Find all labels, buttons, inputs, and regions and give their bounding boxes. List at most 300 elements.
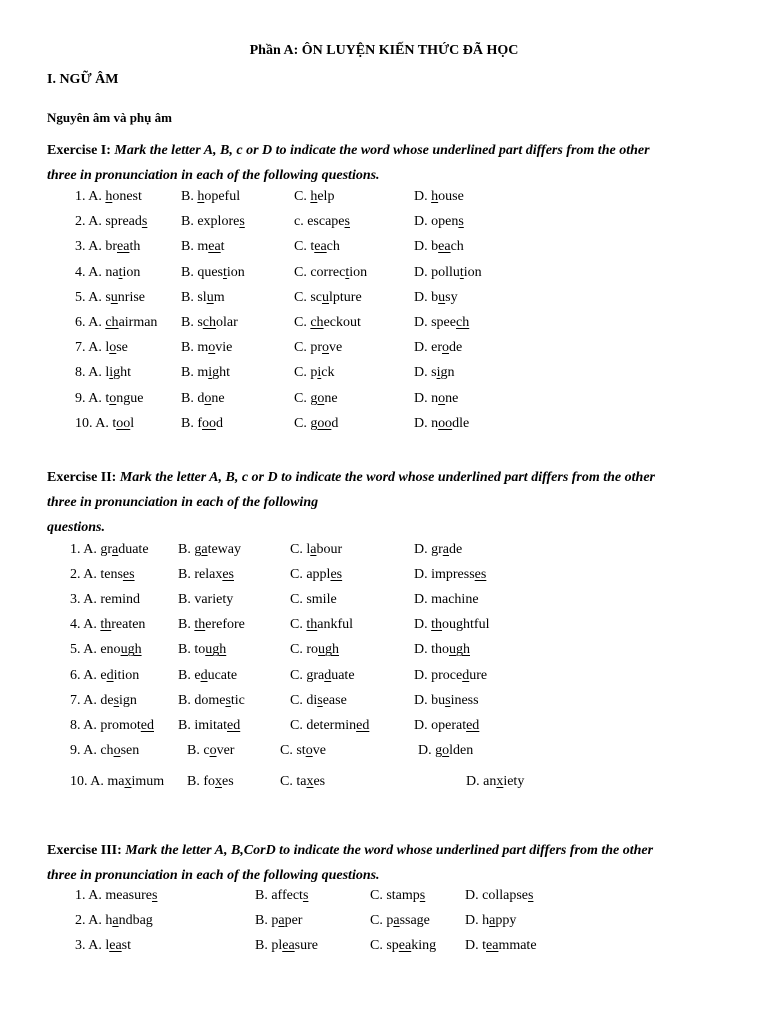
option-text: onest <box>112 189 142 204</box>
underlined-part: ch <box>456 315 470 330</box>
exercise-2-q10-option-c <box>280 774 325 790</box>
exercise-3-instructions <box>47 838 653 888</box>
option-text: iety <box>503 774 525 789</box>
option-text: teway <box>207 542 241 557</box>
underlined-part: o <box>109 340 117 356</box>
option-text: oughtful <box>442 617 490 633</box>
underlined-part: u <box>438 289 446 305</box>
exercise-2-q3-option-c <box>290 592 337 608</box>
option-text: ngue <box>116 390 144 406</box>
exercise-1-q10-option-b <box>181 416 223 432</box>
option-text: B. affect <box>255 888 303 903</box>
underlined-part: a <box>278 913 285 928</box>
exercise-3-q2-option-b <box>255 913 302 929</box>
exercise-2-q1-option-d <box>414 542 462 558</box>
option-text: C. correc <box>294 264 346 280</box>
instruction-line <box>47 138 650 163</box>
underlined-part: i <box>317 365 322 381</box>
option-text: C. ro <box>290 642 318 658</box>
exercise-1-q6-option-c <box>294 315 361 331</box>
option-text: d <box>216 415 223 431</box>
exercise-2-q1-option-b <box>178 542 241 558</box>
option-text: st <box>121 938 132 953</box>
exercise-1-q2-option-c <box>294 214 350 230</box>
exercise-1-q3-option-b <box>181 239 225 255</box>
exercise-1-q7-option-b <box>181 340 232 356</box>
underlined-part: i <box>436 365 441 381</box>
option-text: 8. A. promot <box>70 717 141 733</box>
option-text: C. g <box>294 390 318 406</box>
exercise-3-q2-option-c <box>370 913 430 929</box>
underlined-part: t <box>345 264 350 280</box>
exercise-2-q9-option-a <box>70 743 139 759</box>
option-text: elp <box>317 189 335 204</box>
section-heading: I. NGỮ ÂM <box>47 72 119 87</box>
exercise-2-q9-option-c <box>280 743 326 759</box>
option-text: C. stamp <box>370 888 420 903</box>
underlined-part: th <box>306 617 318 633</box>
instruction-line <box>47 838 653 863</box>
exercise-2-q2-option-c <box>290 567 342 583</box>
option-text: D. b <box>414 239 439 255</box>
option-text: C. l <box>290 542 311 557</box>
exercise-1-q9-option-d <box>414 391 458 407</box>
exercise-2-q4-option-a <box>70 617 145 633</box>
option-text: es <box>222 774 234 789</box>
option-text: B. e <box>178 667 201 683</box>
underlined-part: o <box>442 742 450 758</box>
option-text: 1. A. <box>75 189 106 204</box>
underlined-part: es <box>222 567 234 583</box>
option-text: D. b <box>414 289 439 305</box>
underlined-part: s <box>527 888 534 903</box>
underlined-part: oo <box>116 415 131 431</box>
exercise-2-q8-option-d <box>414 718 479 734</box>
option-text: imum <box>131 774 165 789</box>
option-text: gn <box>440 365 455 381</box>
exercise-2-q3-option-d <box>414 592 479 608</box>
option-text: C. sp <box>370 938 399 953</box>
exercise-2-q8-option-a <box>70 718 154 734</box>
option-text: ouse <box>438 189 464 204</box>
option-text: B. f <box>181 415 202 431</box>
option-text: C. g <box>294 415 318 431</box>
option-text: ssage <box>399 913 430 928</box>
exercise-1-q4-option-b <box>181 265 245 281</box>
option-text: B. m <box>181 365 209 381</box>
option-text: D. <box>414 189 432 204</box>
option-text: D. t <box>465 938 486 953</box>
option-text: C. <box>294 315 311 330</box>
option-text: 4. A. na <box>75 264 119 280</box>
option-text: de <box>449 542 463 557</box>
option-text: 9. A. t <box>75 390 110 406</box>
exercise-3-q3-option-b <box>255 938 318 954</box>
instruction-line <box>47 490 655 515</box>
option-text: th <box>129 239 141 255</box>
underlined-part: ch <box>310 315 324 330</box>
option-text: ion <box>349 264 368 280</box>
underlined-part: es <box>474 567 487 583</box>
option-text: ion <box>226 264 245 280</box>
option-text: de <box>449 340 463 356</box>
exercise-1-q4-option-a <box>75 265 140 281</box>
underlined-part: a <box>310 542 317 557</box>
underlined-part: ugh <box>318 642 339 658</box>
exercise-1-q3-option-c <box>294 239 340 255</box>
option-text: mmate <box>498 938 537 953</box>
option-text: C. st <box>280 742 306 758</box>
option-text: 10. A. t <box>75 415 117 431</box>
underlined-part: o <box>322 340 329 356</box>
option-text: B. fo <box>187 774 215 789</box>
instruction-line <box>47 515 655 540</box>
option-text: tic <box>230 692 245 708</box>
option-text: ndbag <box>118 913 153 928</box>
underlined-part: ea <box>109 938 122 953</box>
option-text: D. spee <box>414 315 456 330</box>
option-text: ppy <box>495 913 517 928</box>
underlined-part: s <box>317 692 323 708</box>
option-text: 6. A. <box>75 315 106 330</box>
underlined-part: ea <box>208 239 221 255</box>
underlined-part: s <box>419 888 426 903</box>
option-text: sure <box>294 938 318 953</box>
option-text: C. smile <box>290 592 337 608</box>
exercise-1-q8-option-a <box>75 365 131 381</box>
exercise-1-q1-option-c <box>294 189 334 205</box>
exercise-1-q9-option-b <box>181 391 225 407</box>
exercise-2-q8-option-c <box>290 718 369 734</box>
underlined-part: d <box>106 667 114 683</box>
option-text: 5. A. s <box>75 289 111 305</box>
option-text: 3. A. l <box>75 938 110 953</box>
subsection-heading: Nguyên âm và phụ âm <box>47 110 172 125</box>
underlined-part: a <box>489 913 496 928</box>
underlined-part: s <box>151 888 158 903</box>
option-text: airman <box>118 315 158 330</box>
instruction-text: Mark the letter A, B, c or D to indicate the word whose underlined part differs from the other <box>119 470 655 485</box>
option-text: t <box>220 239 225 255</box>
option-text: 4. A. <box>70 617 101 633</box>
underlined-part: h <box>105 189 113 204</box>
exercise-1-q5-option-b <box>181 290 225 306</box>
option-text: 1. A. measure <box>75 888 152 903</box>
exercise-1-q8-option-b <box>181 365 230 381</box>
exercise-3-q3-option-c <box>370 938 436 954</box>
exercise-1-q10-option-a <box>75 416 134 432</box>
option-text: B. to <box>178 642 206 658</box>
option-text: ion <box>463 264 482 280</box>
option-text: D. machine <box>414 592 479 608</box>
option-text: D. collapse <box>465 888 528 903</box>
option-text: C. p <box>370 913 394 928</box>
option-text: ne <box>211 390 225 406</box>
underlined-part: d <box>200 667 208 683</box>
exercise-3-q3-option-d <box>465 938 537 954</box>
option-text: bour <box>316 542 343 557</box>
exercise-2-q5-option-b <box>178 642 226 658</box>
option-text: C. appl <box>290 567 331 583</box>
underlined-part: o <box>113 742 121 758</box>
underlined-part: u <box>322 289 329 305</box>
option-text: 5. A. eno <box>70 642 121 658</box>
underlined-part: ugh <box>120 642 142 658</box>
underlined-part: u <box>206 289 214 305</box>
underlined-part: a <box>201 542 208 557</box>
underlined-part: o <box>317 390 325 406</box>
option-text: ure <box>469 667 488 683</box>
exercise-label: Exercise II: <box>47 470 120 485</box>
option-text: vie <box>215 340 233 356</box>
option-text: 8. A. l <box>75 365 110 381</box>
underlined-part: ea <box>117 239 130 255</box>
exercise-2-q9-option-b <box>187 743 234 759</box>
exercise-2-q4-option-b <box>178 617 245 633</box>
underlined-part: ed <box>140 717 154 733</box>
option-text: 7. A. l <box>75 340 110 356</box>
exercise-3-q1-option-a <box>75 888 157 904</box>
instruction-text: three in pronunciation in each of the following questions. <box>47 868 380 883</box>
option-text: D. pollu <box>414 264 460 280</box>
exercise-1-q7-option-c <box>294 340 342 356</box>
underlined-part: o <box>208 340 216 356</box>
exercise-3-q2-option-d <box>465 913 516 929</box>
option-text: D. n <box>414 415 439 431</box>
option-text: D. gr <box>414 542 443 557</box>
underlined-part: ed <box>227 717 241 733</box>
exercise-1-q4-option-d <box>414 265 482 281</box>
option-text: ght <box>113 365 132 381</box>
option-text: C. pr <box>294 340 322 356</box>
option-text: B. explore <box>181 214 240 230</box>
exercise-2-q9-option-d <box>418 743 473 759</box>
option-text: erefore <box>205 617 245 633</box>
underlined-part: ea <box>282 938 295 953</box>
option-text: 10. A. ma <box>70 774 125 789</box>
option-text: B. imitat <box>178 717 227 733</box>
option-text: ght <box>212 365 231 381</box>
underlined-part: s <box>239 214 245 230</box>
option-text: ease <box>322 692 347 708</box>
underlined-part: a <box>393 913 400 928</box>
underlined-part: ea <box>398 938 412 953</box>
underlined-part: a <box>112 542 119 557</box>
option-text: D. h <box>465 913 490 928</box>
underlined-part: ch <box>105 315 119 330</box>
underlined-part: o <box>438 390 446 406</box>
exercise-2-q5-option-d <box>414 642 470 658</box>
option-text: D. tho <box>414 642 449 658</box>
exercise-3-q3-option-a <box>75 938 131 954</box>
option-text: D. proce <box>414 667 463 683</box>
option-text: B. d <box>181 390 205 406</box>
underlined-part: ch <box>202 315 217 330</box>
underlined-part: ugh <box>449 642 470 658</box>
exercise-2-q6-option-c <box>290 668 355 684</box>
exercise-1-q10-option-d <box>414 416 469 432</box>
option-text: D. operat <box>414 717 467 733</box>
underlined-part: i <box>109 365 114 381</box>
exercise-2-q6-option-a <box>70 668 139 684</box>
underlined-part: o <box>305 742 313 758</box>
option-text: B. p <box>255 913 279 928</box>
exercise-2-q2-option-a <box>70 567 135 583</box>
option-text: D. n <box>414 390 439 406</box>
option-text: ucate <box>207 667 238 683</box>
option-text: reaten <box>111 617 146 633</box>
underlined-part: d <box>462 667 470 683</box>
option-text: D. bu <box>414 692 446 708</box>
option-text: ne <box>445 390 459 406</box>
option-text: iness <box>450 692 479 708</box>
exercise-2-q7-option-b <box>178 693 245 709</box>
underlined-part: ugh <box>205 642 227 658</box>
option-text: B. s <box>181 315 203 330</box>
option-text: C. <box>294 189 311 204</box>
exercise-1-q1-option-b <box>181 189 240 205</box>
underlined-part: i <box>208 365 213 381</box>
option-text: 7. A. de <box>70 692 114 708</box>
option-text: B. variety <box>178 592 234 608</box>
page-title: Phần A: ÔN LUYỆN KIẾN THỨC ĐÃ HỌC <box>249 43 519 58</box>
underlined-part: es <box>330 567 343 583</box>
underlined-part: ed <box>356 717 370 733</box>
underlined-part: s <box>302 888 309 903</box>
option-text: C. t <box>294 239 315 255</box>
option-text: D. an <box>466 774 497 789</box>
option-text: B. m <box>181 239 209 255</box>
exercise-2-q2-option-b <box>178 567 234 583</box>
instruction-text: Mark the letter A, B, c or D to indicate the word whose underlined part differs from the other <box>114 143 650 158</box>
exercise-1-q7-option-a <box>75 340 128 356</box>
exercise-1-q6-option-d <box>414 315 469 331</box>
exercise-2-q5-option-a <box>70 642 142 658</box>
underlined-part: d <box>324 667 332 683</box>
exercise-2-q6-option-d <box>414 668 487 684</box>
option-text: l <box>130 415 135 431</box>
exercise-1-q8-option-c <box>294 365 334 381</box>
option-text: king <box>411 938 437 953</box>
exercise-2-q6-option-b <box>178 668 237 684</box>
exercise-2-q4-option-d <box>414 617 489 633</box>
instruction-line <box>47 163 650 188</box>
option-text: 9. A. ch <box>70 742 114 758</box>
option-text: B. m <box>181 340 209 356</box>
exercise-3-q1-option-d <box>465 888 533 904</box>
exercise-1-q8-option-d <box>414 365 454 381</box>
underlined-part: th <box>431 617 443 633</box>
option-text: B. pl <box>255 938 283 953</box>
exercise-1-q2-option-a <box>75 214 147 230</box>
option-text: C. p <box>294 365 318 381</box>
exercise-2-q3-option-b <box>178 592 233 608</box>
option-text: B. dome <box>178 692 226 708</box>
option-text: ign <box>119 692 137 708</box>
underlined-part: t <box>223 264 227 280</box>
underlined-part: oo <box>438 415 453 431</box>
option-text: lpture <box>329 289 362 305</box>
underlined-part: a <box>442 542 449 557</box>
option-text: B. ques <box>181 264 223 280</box>
underlined-part: oo <box>202 415 216 431</box>
option-text: 1. A. gr <box>70 542 112 557</box>
exercise-1-q3-option-d <box>414 239 464 255</box>
underlined-part: h <box>431 189 439 204</box>
option-text: ch <box>450 239 464 255</box>
underlined-part: a <box>112 913 119 928</box>
exercise-2-q10-option-d <box>466 774 524 790</box>
option-text: ne <box>324 390 338 406</box>
option-text: 6. A. e <box>70 667 107 683</box>
option-text: ankful <box>317 617 353 633</box>
exercise-2-q7-option-a <box>70 693 137 709</box>
exercise-2-q7-option-d <box>414 693 479 709</box>
exercise-2-instructions <box>47 465 655 540</box>
option-text: duate <box>118 542 149 557</box>
option-text: uate <box>331 667 355 683</box>
exercise-2-q5-option-c <box>290 642 339 658</box>
exercise-3-q1-option-c <box>370 888 425 904</box>
option-text: ch <box>326 239 340 255</box>
exercise-1-q9-option-a <box>75 391 143 407</box>
underlined-part: ea <box>438 239 451 255</box>
exercise-label: Exercise I: <box>47 143 115 158</box>
option-text: D. er <box>414 340 442 356</box>
option-text: eckout <box>323 315 361 330</box>
option-text: D. g <box>418 742 443 758</box>
exercise-2-q7-option-c <box>290 693 347 709</box>
underlined-part: h <box>197 189 205 204</box>
option-text: ve <box>312 742 326 758</box>
exercise-2-q2-option-d <box>414 567 486 583</box>
instruction-line <box>47 863 653 888</box>
exercise-1-q5-option-d <box>414 290 458 306</box>
exercise-1-q7-option-d <box>414 340 462 356</box>
option-text: D. <box>414 617 432 633</box>
option-text: nrise <box>117 289 146 305</box>
exercise-3-q1-option-b <box>255 888 308 904</box>
underlined-part: s <box>344 214 350 230</box>
exercise-1-q1-option-d <box>414 189 464 205</box>
exercise-2-q8-option-b <box>178 718 240 734</box>
exercise-1-q10-option-c <box>294 416 338 432</box>
option-text: sy <box>445 289 458 305</box>
exercise-3-q2-option-a <box>75 913 153 929</box>
option-text: B. <box>178 617 195 633</box>
option-text: 3. A. br <box>75 239 117 255</box>
option-text: 2. A. tens <box>70 567 123 583</box>
instruction-text: three in pronunciation in each of the following questions. <box>47 168 380 183</box>
option-text: C. di <box>290 692 318 708</box>
underlined-part: ea <box>314 239 327 255</box>
option-text: ver <box>216 742 235 758</box>
option-text: B. c <box>187 742 210 758</box>
option-text: lden <box>449 742 474 758</box>
exercise-1-q9-option-c <box>294 391 338 407</box>
exercise-2-q10-option-a <box>70 774 164 790</box>
exercise-1-q6-option-a <box>75 315 157 331</box>
option-text: olar <box>216 315 238 330</box>
underlined-part: h <box>310 189 318 204</box>
option-text: 3. A. remind <box>70 592 140 608</box>
underlined-part: u <box>110 289 118 305</box>
underlined-part: ea <box>486 938 499 953</box>
exercise-1-q5-option-c <box>294 290 362 306</box>
underlined-part: o <box>442 340 449 356</box>
option-text: C. gra <box>290 667 325 683</box>
underlined-part: o <box>204 390 212 406</box>
